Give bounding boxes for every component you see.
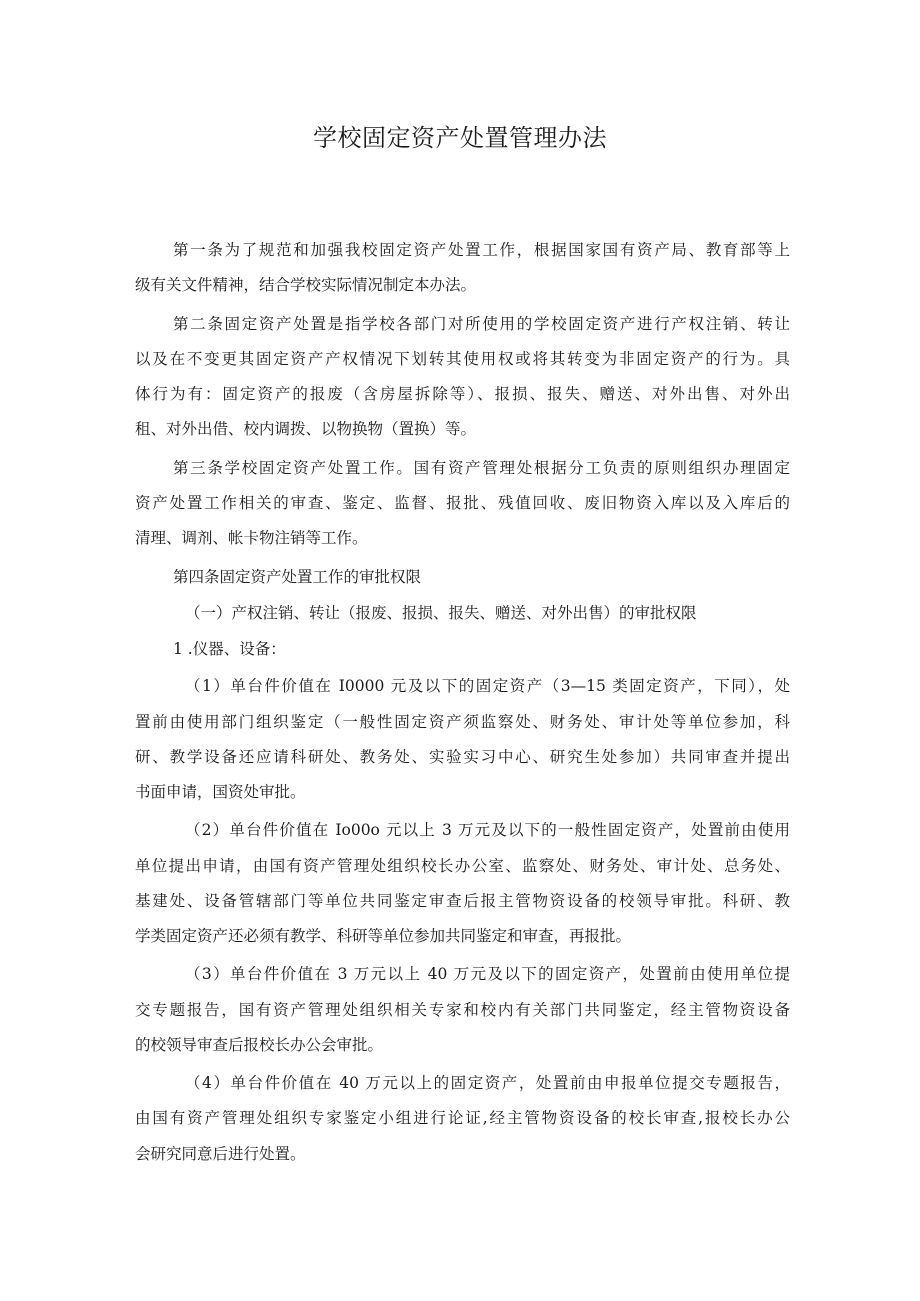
body-line: 由国有资产管理处组织专家鉴定小组进行论证,经主管物资设备的校长审查,报校长办公 [135, 1109, 790, 1127]
body-line: 体行为有：固定资产的报废（含房屋拆除等）、报损、报失、赠送、对外出售、对外出 [135, 385, 790, 403]
body-line: 第四条固定资产处置工作的审批权限 [173, 568, 422, 586]
body-line: 学类固定资产还必须有教学、科研等单位参加共同鉴定和审查，再报批。 [135, 927, 632, 945]
body-line: 以及在不变更其固定资产产权情况下划转其使用权或将其转变为非固定资产的行为。具 [135, 350, 790, 368]
document-title: 学校固定资产处置管理办法 [313, 124, 607, 152]
body-line: 置前由使用部门组织鉴定（一般性固定资产须监察处、财务处、审计处等单位参加，科 [135, 713, 790, 731]
body-line: （3）单台件价值在 3 万元以上 40 万元及以下的固定资产，处置前由使用单位提 [185, 965, 790, 983]
body-line: 会研究同意后进行处置。 [135, 1145, 306, 1163]
body-line: 第三条学校固定资产处置工作。国有资产管理处根据分工负责的原则组织办理固定 [173, 459, 790, 477]
body-line: 资产处置工作相关的审查、鉴定、监督、报批、残值回收、废旧物资入库以及入库后的 [135, 494, 790, 512]
body-line: 清理、调剂、帐卡物注销等工作。 [135, 529, 368, 547]
body-line: （4）单台件价值在 40 万元以上的固定资产，处置前由申报单位提交专题报告， [185, 1074, 790, 1092]
body-line: 的校领导审查后报校长办公会审批。 [135, 1036, 384, 1054]
body-line: 研、教学设备还应请科研处、教务处、实验实习中心、研究生处参加）共同审查并提出 [135, 748, 790, 766]
body-line: 书面申请，国资处审批。 [135, 783, 306, 801]
body-line: （2）单台件价值在 Io00o 元以上 3 万元及以下的一般性固定资产，处置前由使用 [185, 821, 790, 839]
body-line: （1）单台件价值在 I0000 元及以下的固定资产（3—15 类固定资产，下同），处 [185, 677, 790, 695]
body-line: （一）产权注销、转让（报废、报损、报失、赠送、对外出售）的审批权限 [185, 604, 697, 622]
body-line: 单位提出申请，由国有资产管理处组织校长办公室、监察处、财务处、审计处、总务处、 [135, 857, 790, 875]
body-line: 级有关文件精神，结合学校实际情况制定本办法。 [135, 276, 477, 294]
body-line: 第二条固定资产处置是指学校各部门对所使用的学校固定资产进行产权注销、转让 [173, 315, 790, 333]
body-line: 1 .仪器、设备： [173, 640, 286, 658]
body-line: 交专题报告，国有资产管理处组织相关专家和校内有关部门共同鉴定，经主管物资设备 [135, 1001, 790, 1019]
body-line: 第一条为了规范和加强我校固定资产处置工作，根据国家国有资产局、教育部等上 [173, 241, 790, 259]
body-line: 租、对外出借、校内调拨、以物换物（置换）等。 [135, 420, 477, 438]
body-line: 基建处、设备管辖部门等单位共同鉴定审查后报主管物资设备的校领导审批。科研、教 [135, 892, 790, 910]
